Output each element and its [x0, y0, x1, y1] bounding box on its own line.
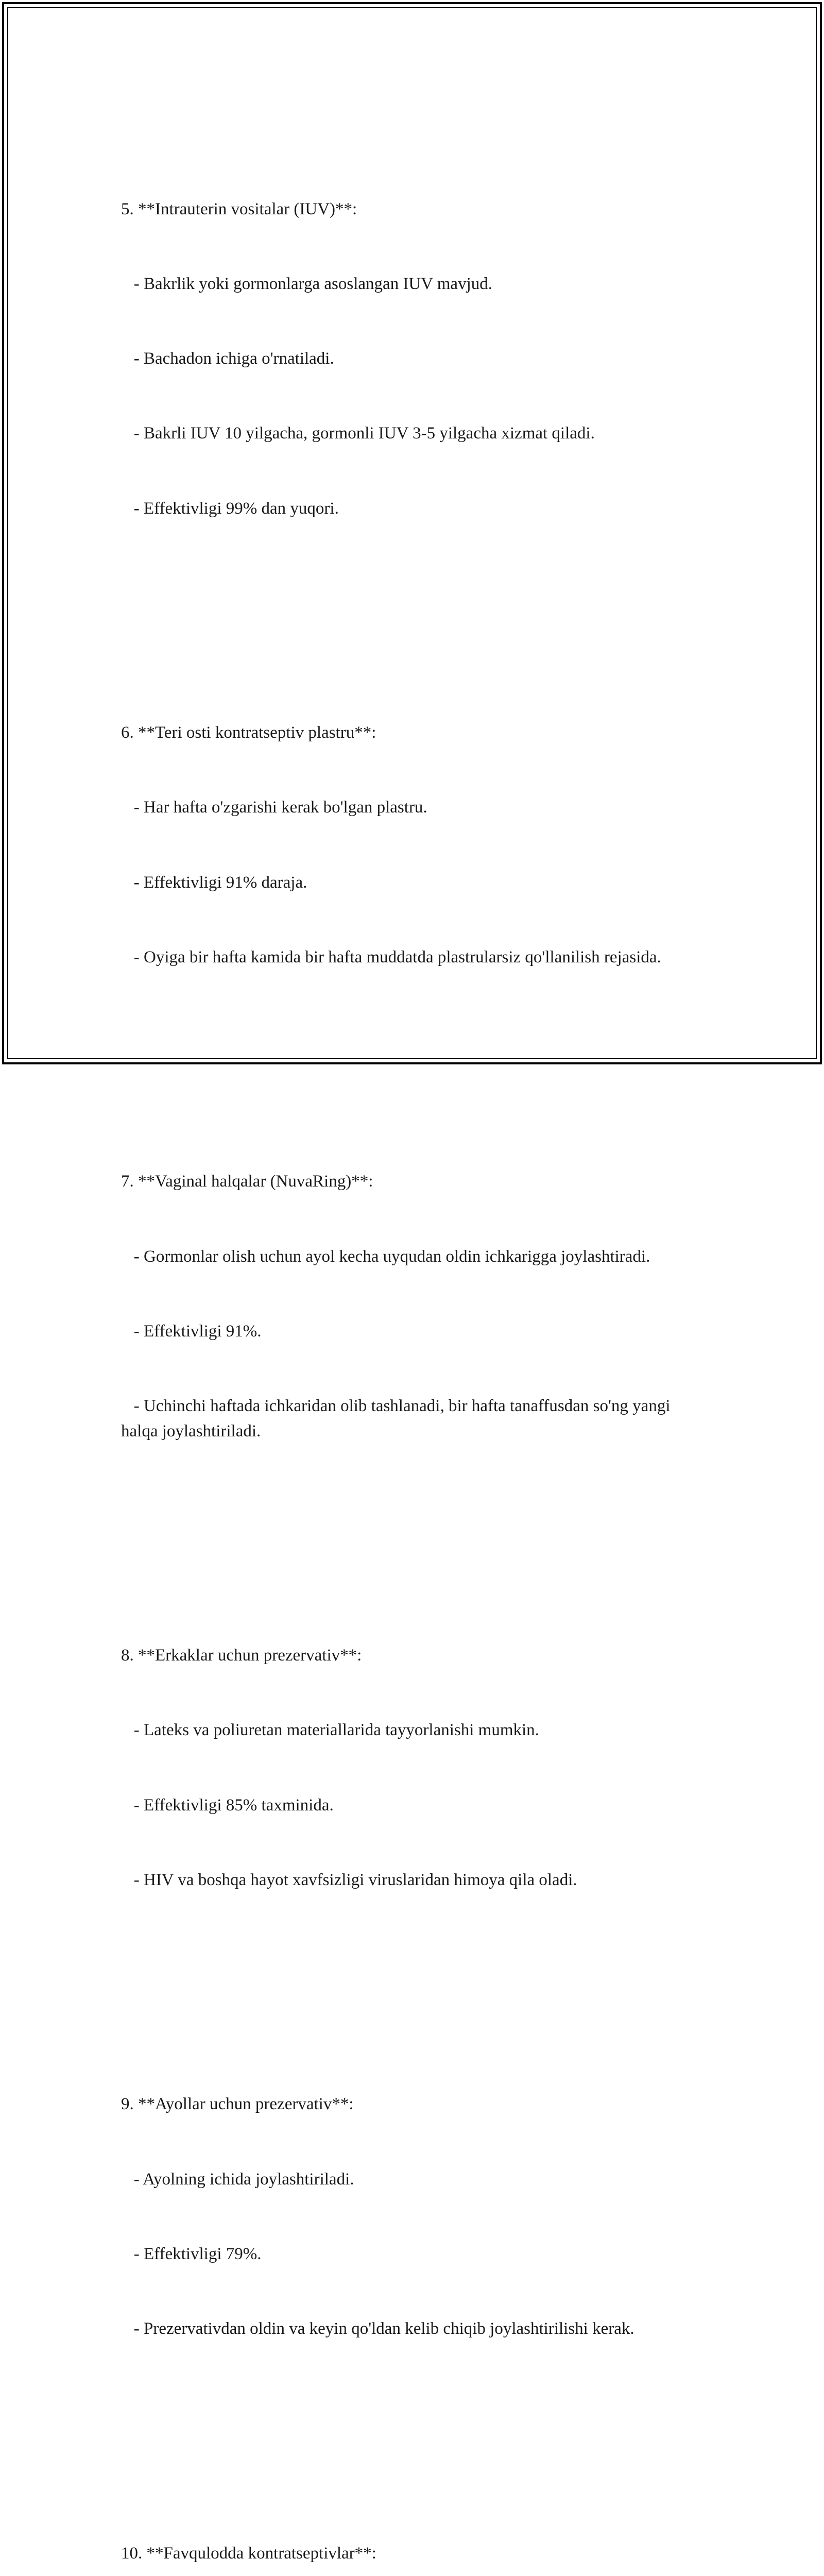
list-item: - Uchinchi haftada ichkaridan olib tashlanadi, bir hafta tanaffusdan so'ng yangi halqa joylashtiriladi.	[121, 1397, 675, 1440]
list-item: - Bakrli IUV 10 yilgacha, gormonli IUV 3-5 yilgacha xizmat qiladi.	[121, 424, 595, 443]
section-patch	[121, 670, 708, 1020]
list-item: - Effektivligi 91% daraja.	[121, 873, 307, 892]
list-item: - Ayolning ichida joylashtiriladi.	[121, 2170, 354, 2189]
section-iuv	[121, 147, 708, 571]
list-item: - Effektivligi 91%.	[121, 1321, 262, 1341]
section-vaginal-ring	[121, 1120, 708, 1494]
list-item: - Bachadon ichiga o'rnatiladi.	[121, 349, 334, 368]
list-item: - Effektivligi 85% taxminida.	[121, 1795, 334, 1815]
section-male-condom	[121, 1593, 708, 1942]
section-heading: 7. **Vaginal halqalar (NuvaRing)**:	[121, 1172, 373, 1191]
document-body	[121, 97, 708, 2576]
list-item: - Gormonlar olish uchun ayol kecha uyqudan oldin ichkarigga joylashtiradi.	[121, 1247, 650, 1266]
list-item: - Oyiga bir hafta kamida bir hafta muddatda plastrularsiz qo'llanilish rejasida.	[121, 947, 661, 967]
section-heading: 5. **Intrauterin vositalar (IUV)**:	[121, 199, 357, 218]
section-female-condom	[121, 2042, 708, 2392]
list-item: - Har hafta o'zgarishi kerak bo'lgan plastru.	[121, 798, 427, 817]
section-emergency-contraceptives	[121, 2491, 708, 2576]
section-heading: 8. **Erkaklar uchun prezervativ**:	[121, 1646, 362, 1665]
section-heading: 9. **Ayollar uchun prezervativ**:	[121, 2095, 354, 2114]
list-item: - Effektivligi 79%.	[121, 2244, 262, 2263]
list-item: - Bakrlik yoki gormonlarga asoslangan IUV mavjud.	[121, 274, 492, 293]
list-item: - Effektivligi 99% dan yuqori.	[121, 499, 339, 518]
list-item: - Prezervativdan oldin va keyin qo'ldan kelib chiqib joylashtirilishi kerak.	[121, 2319, 634, 2338]
section-heading: 10. **Favqulodda kontratseptivlar**:	[121, 2544, 376, 2563]
list-item: - Lateks va poliuretan materiallarida tayyorlanishi mumkin.	[121, 1721, 539, 1740]
list-item: - HIV va boshqa hayot xavfsizligi viruslaridan himoya qila oladi.	[121, 1870, 577, 1889]
section-heading: 6. **Teri osti kontratseptiv plastru**:	[121, 723, 376, 742]
